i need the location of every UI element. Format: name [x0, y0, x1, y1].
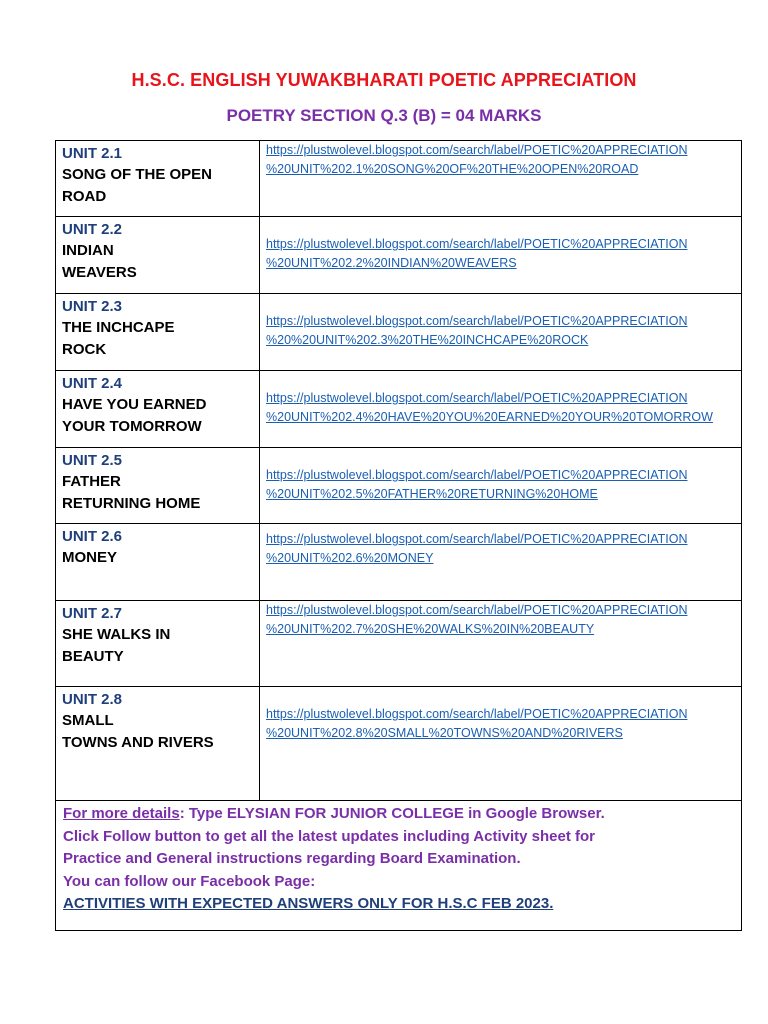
details-label: For more details	[63, 805, 180, 822]
table-row	[56, 601, 742, 687]
unit-title: INDIAN WEAVERS	[62, 242, 137, 281]
link-text-part-1: https://plustwolevel.blogspot.com/search/label/POETIC%20APPRECIATION	[266, 314, 688, 328]
unit-title: SMALL TOWNS AND RIVERS	[62, 712, 214, 751]
link-cell	[260, 294, 742, 371]
link-text-part-2: %20%20UNIT%202.3%20THE%20INCHCAPE%20ROCK	[266, 333, 589, 347]
link-text-part-1: https://plustwolevel.blogspot.com/search/label/POETIC%20APPRECIATION	[266, 391, 688, 405]
unit-code: UNIT 2.5	[62, 452, 123, 469]
unit-title: THE INCHCAPE ROCK	[62, 319, 175, 358]
footer-cell	[56, 801, 742, 931]
unit-link[interactable]	[266, 141, 735, 179]
unit-cell	[56, 294, 260, 371]
link-cell	[260, 217, 742, 294]
details-text: : Type ELYSIAN FOR JUNIOR COLLEGE in Google Browser.	[179, 805, 605, 822]
link-text-part-2: %20UNIT%202.1%20SONG%20OF%20THE%20OPEN%20ROAD	[266, 162, 639, 176]
link-cell	[260, 524, 742, 601]
unit-link[interactable]	[266, 235, 735, 273]
footer-activities-line: ACTIVITIES WITH EXPECTED ANSWERS ONLY FOR H.S.C FEB 2023.	[63, 895, 554, 912]
link-text-part-1: https://plustwolevel.blogspot.com/search/label/POETIC%20APPRECIATION	[266, 237, 688, 251]
unit-code: UNIT 2.4	[62, 375, 123, 392]
link-text-part-1: https://plustwolevel.blogspot.com/search/label/POETIC%20APPRECIATION	[266, 532, 688, 546]
unit-link[interactable]	[266, 466, 735, 504]
unit-title: SHE WALKS IN BEAUTY	[62, 626, 171, 665]
unit-code: UNIT 2.8	[62, 691, 123, 708]
footer-details-line	[63, 803, 734, 826]
link-text-part-1: https://plustwolevel.blogspot.com/search/label/POETIC%20APPRECIATION	[266, 468, 688, 482]
link-text-part-2: %20UNIT%202.6%20MONEY	[266, 551, 434, 565]
table-row	[56, 141, 742, 217]
table-row	[56, 448, 742, 524]
footer-practice-line: Practice and General instructions regarding Board Examination.	[63, 850, 521, 867]
unit-title: SONG OF THE OPEN ROAD	[62, 166, 213, 205]
link-text-part-2: %20UNIT%202.2%20INDIAN%20WEAVERS	[266, 256, 517, 270]
unit-code: UNIT 2.3	[62, 298, 123, 315]
table-row	[56, 217, 742, 294]
link-text-part-2: %20UNIT%202.7%20SHE%20WALKS%20IN%20BEAUTY	[266, 622, 595, 636]
unit-title: FATHER RETURNING HOME	[62, 473, 201, 512]
table-row	[56, 294, 742, 371]
unit-code: UNIT 2.2	[62, 221, 123, 238]
unit-link[interactable]	[266, 530, 735, 568]
unit-cell	[56, 524, 260, 601]
link-cell	[260, 141, 742, 217]
units-table	[55, 140, 742, 931]
footer-follow-line: Click Follow button to get all the latest updates including Activity sheet for	[63, 827, 595, 845]
unit-code: UNIT 2.7	[62, 605, 123, 622]
link-text-part-2: %20UNIT%202.4%20HAVE%20YOU%20EARNED%20YOUR%20TOMORROW	[266, 410, 713, 424]
unit-code: UNIT 2.1	[62, 145, 123, 162]
link-text-part-1: https://plustwolevel.blogspot.com/search/label/POETIC%20APPRECIATION	[266, 707, 688, 721]
link-text-part-2: %20UNIT%202.8%20SMALL%20TOWNS%20AND%20RIVERS	[266, 726, 623, 740]
unit-title: MONEY	[62, 549, 118, 566]
unit-title: HAVE YOU EARNED YOUR TOMORROW	[62, 396, 207, 435]
unit-cell	[56, 141, 260, 217]
link-cell	[260, 448, 742, 524]
unit-cell	[56, 687, 260, 801]
table-row	[56, 524, 742, 601]
table-row	[56, 371, 742, 448]
unit-cell	[56, 448, 260, 524]
unit-link[interactable]	[266, 389, 735, 427]
link-cell	[260, 601, 742, 687]
unit-link[interactable]	[266, 601, 735, 639]
page-subtitle: POETRY SECTION Q.3 (B) = 04 MARKS	[226, 106, 542, 125]
page-title: H.S.C. ENGLISH YUWAKBHARATI POETIC APPRECIATION	[131, 70, 637, 90]
unit-cell	[56, 371, 260, 448]
unit-link[interactable]	[266, 705, 735, 743]
unit-cell	[56, 601, 260, 687]
link-text-part-1: https://plustwolevel.blogspot.com/search/label/POETIC%20APPRECIATION	[266, 143, 688, 157]
link-text-part-1: https://plustwolevel.blogspot.com/search/label/POETIC%20APPRECIATION	[266, 603, 688, 617]
footer-facebook-line: You can follow our Facebook Page:	[63, 872, 316, 890]
unit-link[interactable]	[266, 312, 735, 350]
link-cell	[260, 687, 742, 801]
table-row	[56, 687, 742, 801]
link-cell	[260, 371, 742, 448]
unit-cell	[56, 217, 260, 294]
footer-row	[56, 801, 742, 931]
unit-code: UNIT 2.6	[62, 528, 123, 545]
link-text-part-2: %20UNIT%202.5%20FATHER%20RETURNING%20HOME	[266, 487, 598, 501]
